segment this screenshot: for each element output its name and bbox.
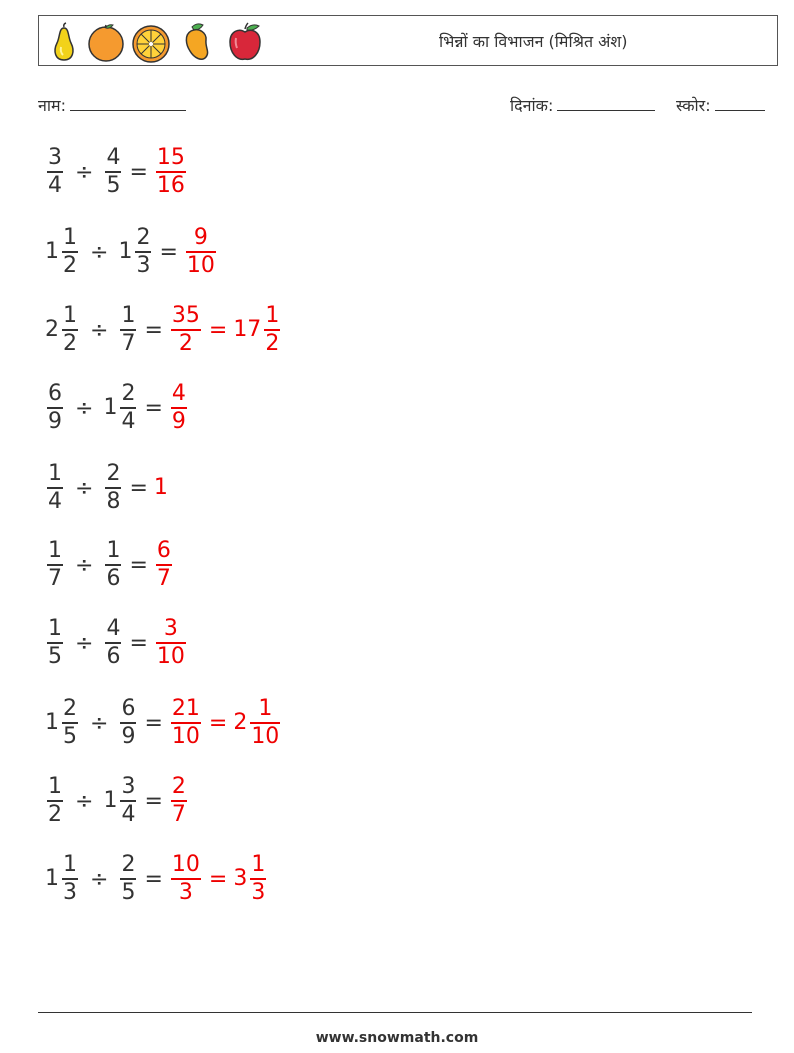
equals-sign: = — [129, 475, 148, 501]
fraction — [47, 616, 63, 670]
problem-row — [45, 458, 169, 518]
numerator: 1 — [265, 303, 280, 329]
equals-sign: = — [144, 866, 163, 892]
fraction — [171, 303, 201, 357]
equals-sign: = — [208, 317, 228, 343]
answer-mixed-number — [233, 696, 282, 750]
denominator: 3 — [178, 879, 193, 905]
denominator: 10 — [186, 252, 215, 278]
whole-number: 1 — [45, 710, 59, 735]
fraction — [47, 381, 63, 435]
answer — [154, 616, 188, 670]
fraction — [135, 225, 151, 279]
fraction — [264, 303, 280, 357]
fraction — [156, 538, 172, 592]
operand-b — [118, 303, 138, 357]
equals-sign: = — [208, 710, 228, 736]
answer-mixed-number — [233, 303, 282, 357]
denominator: 4 — [48, 488, 62, 514]
divide-sign: ÷ — [90, 866, 109, 892]
numerator: 10 — [171, 852, 200, 878]
divide-sign: ÷ — [90, 239, 109, 265]
orange-slice-icon — [133, 26, 169, 62]
problem-row — [45, 693, 282, 753]
fraction — [105, 145, 121, 199]
fraction — [62, 303, 78, 357]
problem-row — [45, 771, 189, 831]
answer — [169, 381, 189, 435]
equals-sign: = — [144, 395, 163, 421]
operand-b — [118, 696, 138, 750]
numerator: 21 — [171, 696, 200, 722]
fraction — [47, 774, 63, 828]
answer — [169, 852, 268, 906]
date-blank[interactable] — [557, 94, 655, 111]
fraction — [120, 774, 136, 828]
denominator: 4 — [121, 801, 136, 827]
numerator: 1 — [63, 225, 77, 251]
fraction — [62, 696, 78, 750]
pear-icon — [55, 23, 73, 60]
answer — [184, 225, 218, 279]
fraction — [105, 616, 121, 670]
operand-a — [45, 616, 65, 670]
fraction — [47, 538, 63, 592]
operand-a — [45, 852, 80, 906]
denominator: 3 — [63, 879, 77, 905]
denominator: 2 — [63, 330, 77, 356]
fraction — [105, 538, 121, 592]
denominator: 5 — [121, 879, 136, 905]
divide-sign: ÷ — [75, 475, 94, 501]
problem-row — [45, 613, 188, 673]
numerator: 1 — [121, 303, 136, 329]
numerator: 3 — [121, 774, 136, 800]
numerator: 1 — [106, 538, 121, 564]
divide-sign: ÷ — [75, 552, 94, 578]
numerator: 1 — [63, 852, 77, 878]
whole-number: 1 — [103, 788, 118, 813]
operand-a — [45, 145, 65, 199]
numerator: 1 — [48, 616, 62, 642]
problem-row — [45, 849, 268, 909]
numerator: 6 — [121, 696, 136, 722]
operand-a — [45, 774, 65, 828]
worksheet-header — [38, 15, 778, 66]
operand-b — [103, 538, 123, 592]
date-field — [510, 94, 655, 116]
numerator: 1 — [48, 538, 62, 564]
denominator: 2 — [178, 330, 193, 356]
numerator: 2 — [121, 852, 136, 878]
mango-icon — [186, 24, 207, 59]
fraction — [47, 461, 63, 515]
answer — [169, 696, 282, 750]
answer — [154, 145, 188, 199]
equals-sign: = — [144, 788, 163, 814]
whole-number: 2 — [233, 710, 248, 735]
fraction — [120, 303, 136, 357]
answer — [169, 774, 189, 828]
denominator: 2 — [265, 330, 280, 356]
operand-a — [45, 225, 80, 279]
answer-fraction — [169, 303, 203, 357]
numerator: 35 — [171, 303, 200, 329]
problem-row — [45, 142, 188, 202]
operand-b — [103, 145, 123, 199]
whole-number: 17 — [233, 317, 262, 342]
whole-number: 1 — [118, 239, 133, 264]
numerator: 1 — [48, 774, 62, 800]
fraction — [120, 381, 136, 435]
numerator: 6 — [156, 538, 171, 564]
numerator: 2 — [63, 696, 77, 722]
numerator: 2 — [136, 225, 151, 251]
denominator: 9 — [48, 408, 62, 434]
fraction — [250, 696, 280, 750]
problem-row — [45, 300, 282, 360]
fraction — [62, 852, 78, 906]
numerator: 15 — [156, 145, 185, 171]
denominator: 2 — [63, 252, 77, 278]
denominator: 7 — [171, 801, 186, 827]
divide-sign: ÷ — [75, 395, 94, 421]
whole-number: 2 — [45, 317, 59, 342]
answer-fraction — [154, 616, 188, 670]
divide-sign: ÷ — [90, 317, 109, 343]
numerator: 4 — [106, 616, 121, 642]
problem-row — [45, 222, 218, 282]
fruit-icons — [49, 21, 289, 63]
denominator: 3 — [136, 252, 151, 278]
score-label: स्कोर: — [676, 96, 711, 115]
problem-row — [45, 535, 174, 595]
answer-fraction — [184, 225, 218, 279]
denominator: 5 — [48, 643, 62, 669]
denominator: 4 — [121, 408, 136, 434]
answer-mixed-number — [233, 852, 268, 906]
equals-sign: = — [144, 317, 163, 343]
operand-a — [45, 538, 65, 592]
denominator: 5 — [106, 172, 121, 198]
denominator: 6 — [106, 643, 121, 669]
equals-sign: = — [208, 866, 228, 892]
fraction — [250, 852, 266, 906]
apple-icon — [230, 23, 260, 59]
fraction — [186, 225, 216, 279]
numerator: 3 — [48, 145, 62, 171]
fraction — [62, 225, 78, 279]
name-blank[interactable] — [70, 94, 186, 111]
numerator: 4 — [171, 381, 186, 407]
fraction — [156, 616, 186, 670]
numerator: 4 — [106, 145, 121, 171]
denominator: 7 — [156, 565, 171, 591]
answer-fraction — [169, 381, 189, 435]
numerator: 3 — [163, 616, 178, 642]
answer-fraction — [169, 774, 189, 828]
answer-fraction — [154, 145, 188, 199]
numerator: 2 — [171, 774, 186, 800]
name-field — [38, 94, 186, 116]
answer — [154, 475, 169, 501]
fraction — [120, 696, 136, 750]
answer — [169, 303, 282, 357]
denominator: 10 — [251, 723, 280, 749]
whole-number: 1 — [45, 239, 59, 264]
whole-number: 1 — [103, 395, 118, 420]
fraction — [171, 852, 201, 906]
footer-url: www.snowmath.com — [315, 1030, 479, 1046]
denominator: 9 — [121, 723, 136, 749]
footer-divider — [38, 1012, 752, 1013]
operand-b — [103, 774, 138, 828]
equals-sign: = — [159, 239, 178, 265]
denominator: 7 — [48, 565, 62, 591]
operand-b — [103, 461, 123, 515]
numerator: 1 — [258, 696, 273, 722]
operand-a — [45, 381, 65, 435]
denominator: 4 — [48, 172, 62, 198]
denominator: 10 — [156, 643, 185, 669]
equals-sign: = — [129, 159, 148, 185]
fraction — [156, 145, 186, 199]
operand-b — [118, 225, 153, 279]
equals-sign: = — [129, 630, 148, 656]
whole-number: 1 — [45, 866, 59, 891]
name-label: नाम: — [38, 96, 66, 115]
answer-fraction — [169, 696, 203, 750]
denominator: 16 — [156, 172, 185, 198]
numerator: 1 — [251, 852, 266, 878]
denominator: 2 — [48, 801, 62, 827]
denominator: 10 — [171, 723, 200, 749]
divide-sign: ÷ — [75, 630, 94, 656]
denominator: 7 — [121, 330, 136, 356]
operand-a — [45, 461, 65, 515]
denominator: 8 — [106, 488, 121, 514]
answer-fraction — [154, 475, 169, 501]
denominator: 9 — [171, 408, 186, 434]
numerator: 1 — [48, 461, 62, 487]
equals-sign: = — [129, 552, 148, 578]
denominator: 5 — [63, 723, 77, 749]
divide-sign: ÷ — [90, 710, 109, 736]
numerator: 2 — [121, 381, 136, 407]
numerator: 6 — [48, 381, 62, 407]
score-field — [676, 94, 765, 116]
numerator: 1 — [63, 303, 77, 329]
fraction — [171, 696, 201, 750]
whole-number: 3 — [233, 866, 248, 891]
fraction — [171, 774, 187, 828]
fraction — [47, 145, 63, 199]
divide-sign: ÷ — [75, 788, 94, 814]
problem-row — [45, 378, 189, 438]
answer-fraction — [154, 538, 174, 592]
worksheet-title: भिन्नों का विभाजन (मिश्रित अंश) — [439, 32, 628, 51]
numerator: 2 — [106, 461, 121, 487]
operand-a — [45, 303, 80, 357]
operand-b — [103, 616, 123, 670]
operand-b — [118, 852, 138, 906]
equals-sign: = — [144, 710, 163, 736]
denominator: 6 — [106, 565, 121, 591]
fraction — [171, 381, 187, 435]
operand-a — [45, 696, 80, 750]
operand-b — [103, 381, 138, 435]
whole-number: 1 — [153, 475, 168, 500]
denominator: 3 — [251, 879, 266, 905]
answer-fraction — [169, 852, 203, 906]
fraction — [120, 852, 136, 906]
date-label: दिनांक: — [510, 96, 554, 115]
score-blank[interactable] — [715, 94, 765, 111]
numerator: 9 — [193, 225, 208, 251]
fraction — [105, 461, 121, 515]
divide-sign: ÷ — [75, 159, 94, 185]
answer — [154, 538, 174, 592]
orange-icon — [89, 25, 123, 61]
